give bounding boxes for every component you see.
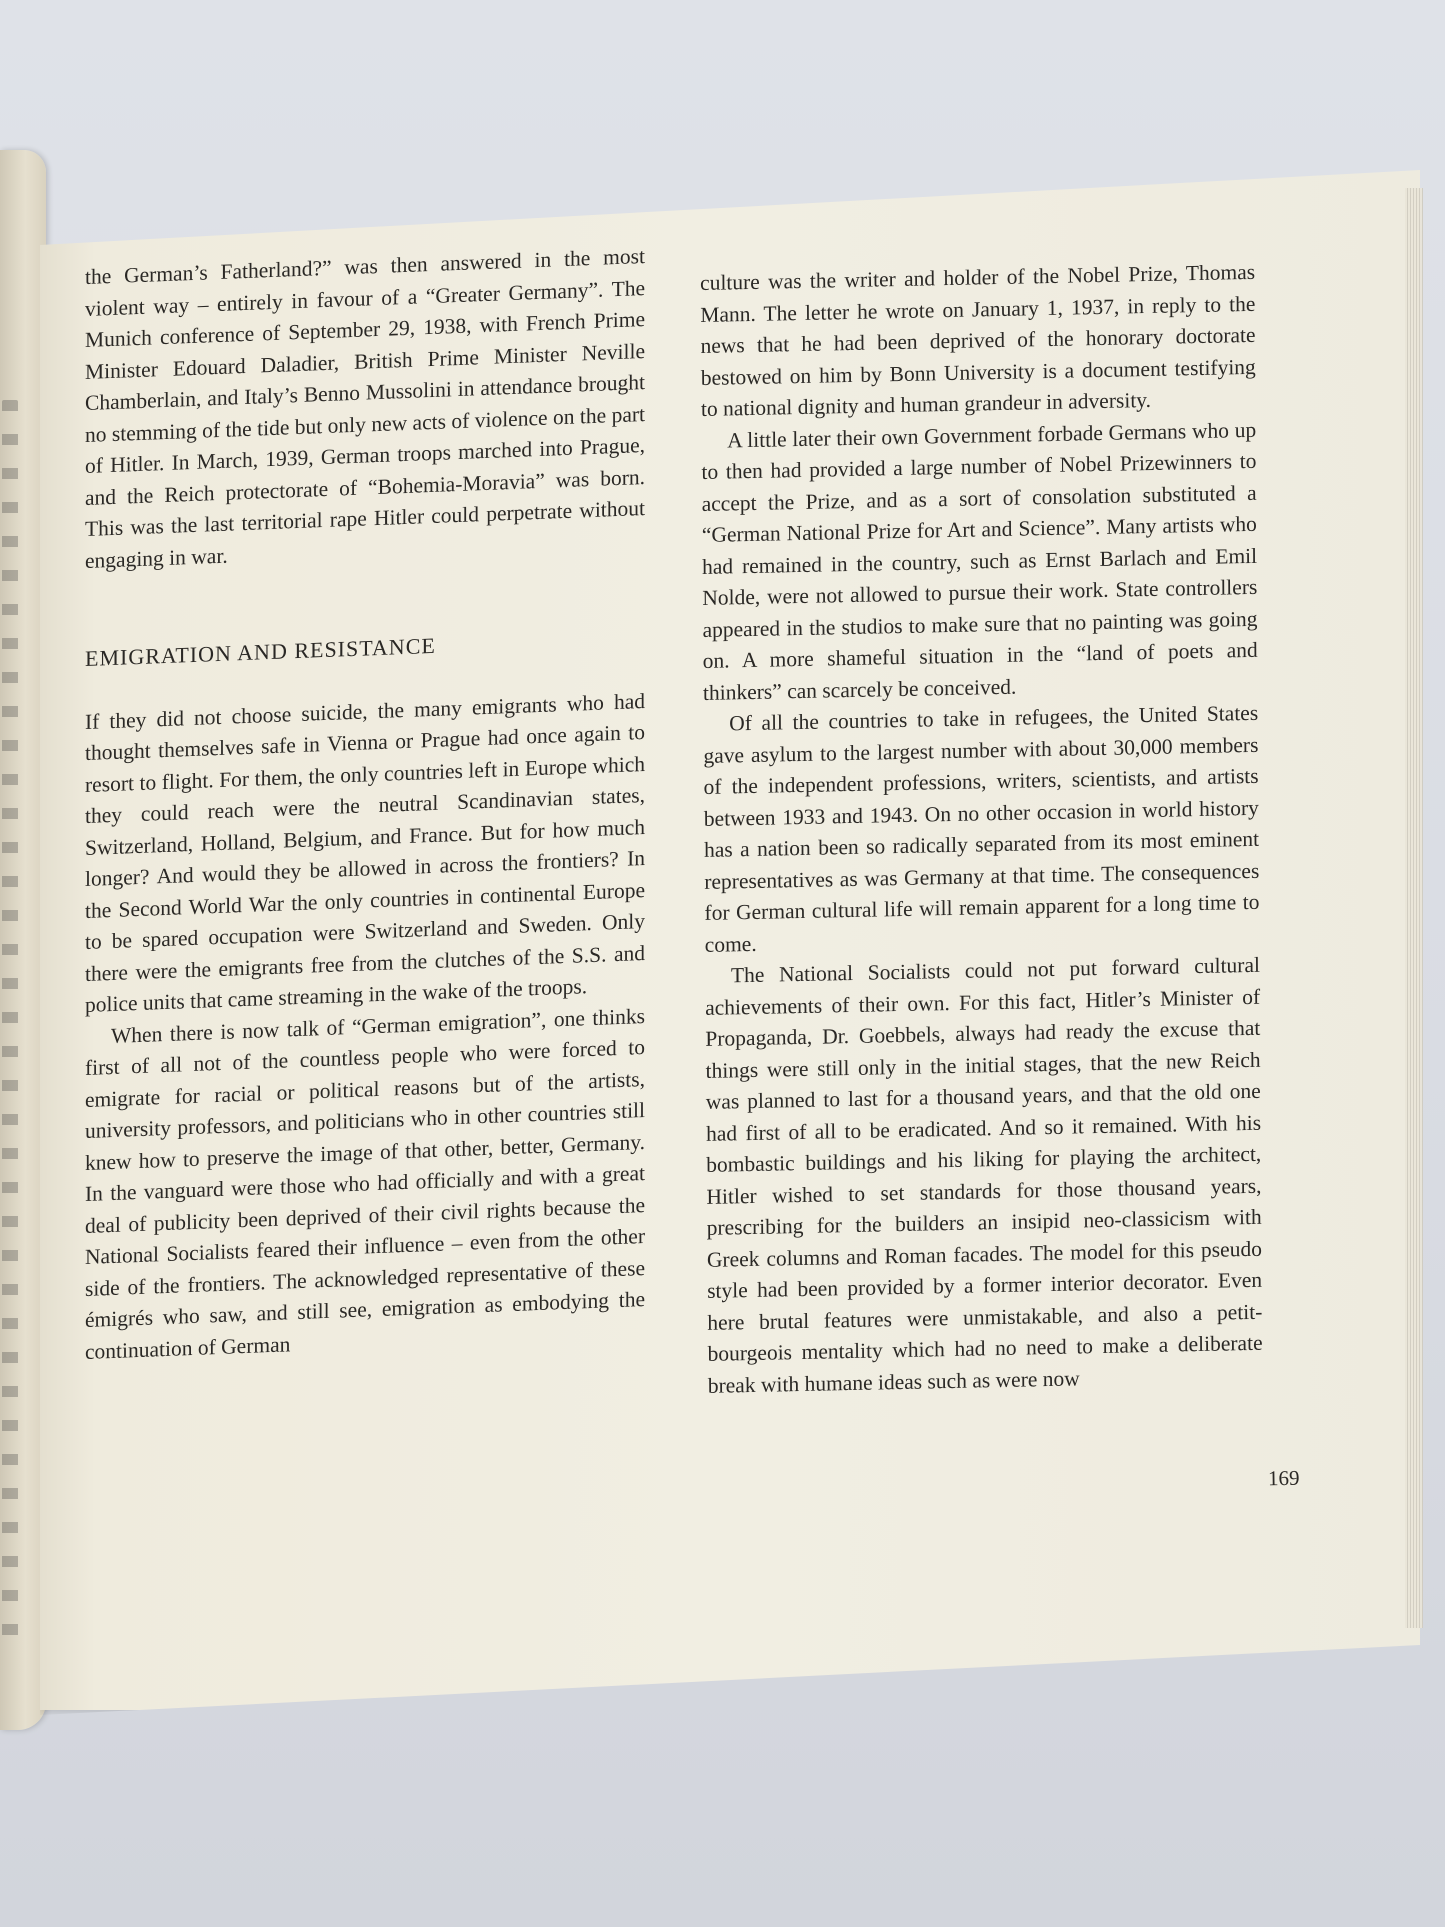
intro-paragraph: the German’s Fatherland?” was then answered in the most violent way – entirely in favour of a “Greater Germany”. The Munich conference of September 29, 1938, with French Prime Minister Edouard Daladier, British Prime Minister Neville Chamberlain, and Italy’s Benno Mussolini in attendance brought no stemming of the tide but only new acts of violence on the part of Hitler. In March, 1939, German troops marched into Prague, and the Reich protectorate of “Bohemia-Moravia” was born. This was the last territorial rape Hitler could perpetrate without engaging in war.: [85, 243, 645, 573]
body-paragraph: A little later their own Government forbade Germans who up to then had provided a large number of Nobel Prizewinners to accept the Prize, and as a sort of consolation substituted a “German National Prize for Art and Science”. Many artists who had remained in the country, such as Ernst Barlach and Emil Nolde, were not allowed to pursue their work. State controllers appeared in the studios to make sure that no painting was going on. A more shameful situation in the “land of poets and thinkers” can scarcely be conceived.: [701, 417, 1258, 705]
page-stack-edge: [1405, 188, 1423, 1628]
page-number: 169: [1267, 1465, 1300, 1491]
left-text-column: [85, 241, 645, 1368]
body-paragraph: When there is now talk of “German emigration”, one thinks first of all not of the countless people who were forced to emigrate for racial or political reasons but of the artists, university professors, and politicians who in other countries still knew how to preserve the image of that other, better, Germany. In the vanguard were those who had officially and with a great deal of publicity been deprived of their civil rights because the National Socialists feared their influence – even from the other side of the frontiers. The acknowledged representative of these émigrés who saw, and still see, emigration as embodying the continuation of German: [85, 1003, 645, 1364]
right-text-column: [700, 257, 1263, 1402]
body-paragraph: The National Socialists could not put forward cultural achievements of their own. For this fact, Hitler’s Minister of Propaganda, Dr. Goebbels, always had ready the excuse that things were still only in the initial stages, that the new Reich was planned to last for a thousand years, and that the old one had first of all to be eradicated. And so it remained. With his bombastic buildings and his liking for playing the architect, Hitler wished to set standards for those thousand years, prescribing for the builders an insipid neo-classicism with Greek columns and Roman facades. The model for this pseudo style had been provided by a former interior decorator. Even here brutal features were unmistakable, and also a petit-bourgeois mentality which had no need to make a deliberate break with humane ideas such as were now: [705, 952, 1263, 1398]
section-heading: EMIGRATION AND RESISTANCE: [85, 632, 436, 671]
body-paragraph: If they did not choose suicide, the many emigrants who had thought themselves safe in Vienna or Prague had once again to resort to flight. For them, the only countries left in Europe which they could reach were the neutral Scandinavian states, Switzerland, Holland, Belgium, and France. But for how much longer? And would they be allowed in across the frontiers? In the Second World War the only countries in continental Europe to be spared occupation were Switzerland and Sweden. Only there were the emigrants free from the clutches of the S.S. and police units that came streaming in the wake of the troops.: [85, 688, 645, 1017]
facing-page-edge: [0, 150, 46, 1730]
facing-page-text-fragments: [2, 400, 18, 1650]
body-paragraph: Of all the countries to take in refugees, the United States gave asylum to the largest number with about 30,000 members of the independent professions, writers, scientists, and artists between 1933 and 1943. On no other occasion in world history has a nation been so radically separated from its most eminent representatives as was Germany at that time. The consequences for German cultural life will remain apparent for a long time to come.: [703, 700, 1260, 957]
body-paragraph: culture was the writer and holder of the Nobel Prize, Thomas Mann. The letter he wrote on January 1, 1937, in reply to the news that he had been deprived of the honorary doctorate bestowed on him by Bonn University is a document testifying to national dignity and human grandeur in adversity.: [700, 259, 1256, 421]
